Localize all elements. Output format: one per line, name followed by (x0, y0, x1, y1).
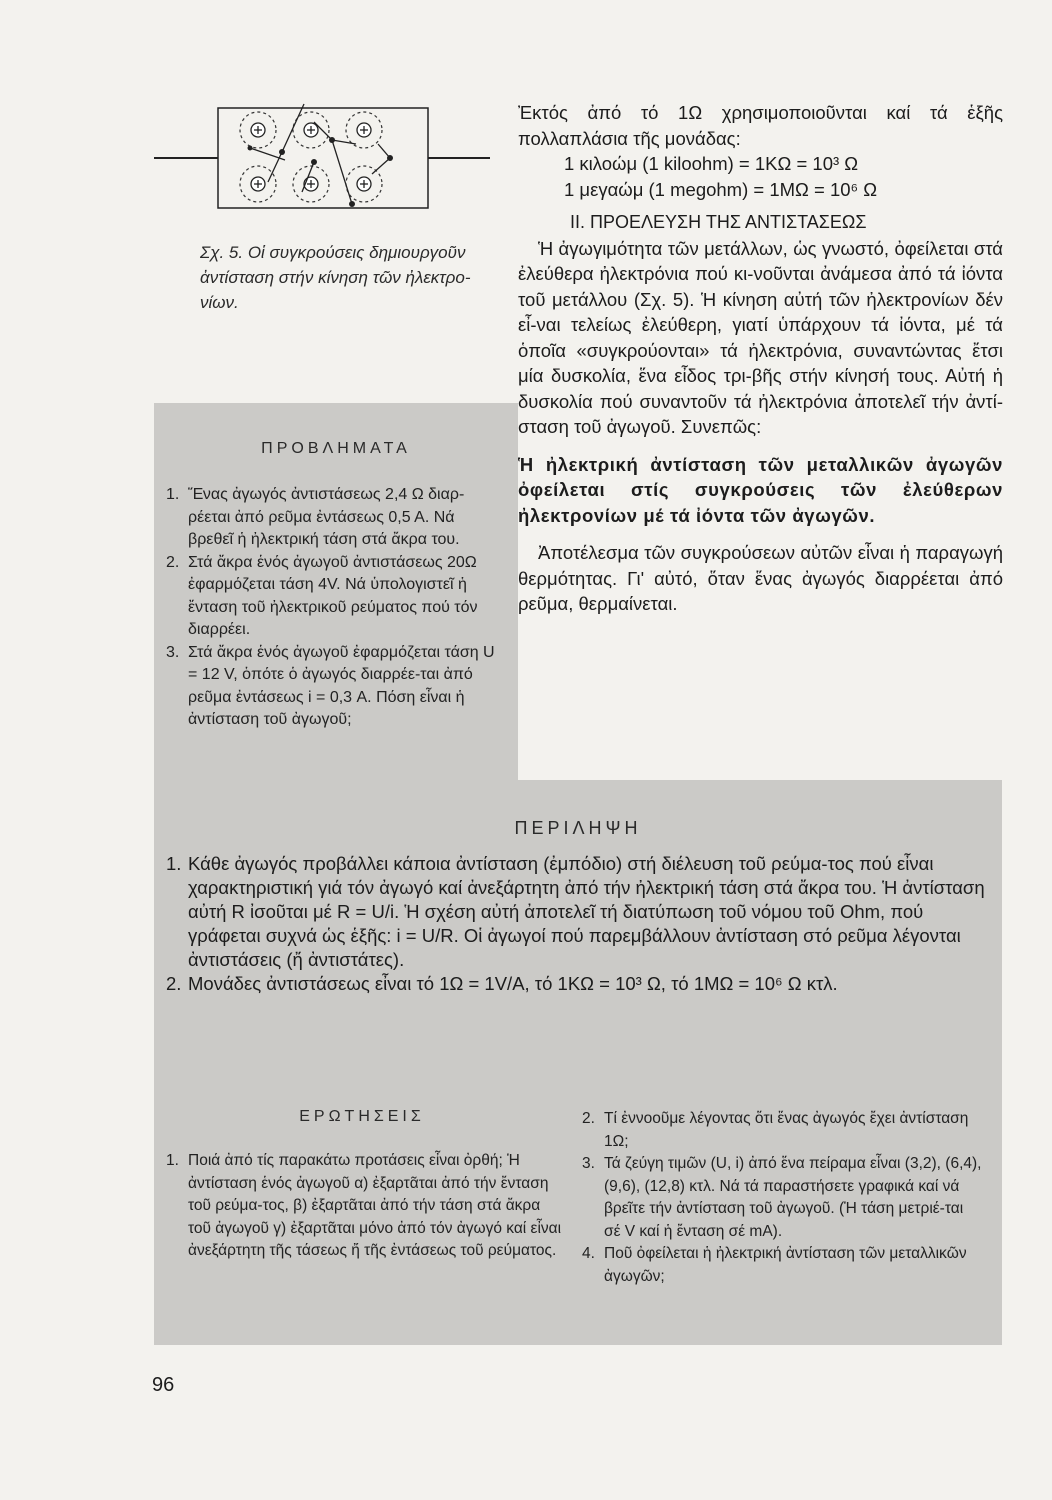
summary-item (166, 972, 986, 996)
problem-number: 3. (166, 643, 180, 661)
questions-left-list (166, 1150, 564, 1263)
question-number: 1. (166, 1152, 179, 1169)
unit-megohm: 1 μεγαώμ (1 megohm) = 1ΜΩ = 10⁶ Ω (564, 178, 878, 200)
question-item (582, 1243, 982, 1288)
question-item (582, 1108, 982, 1153)
problem-number: 1. (166, 486, 180, 503)
question-text: Ποῦ ὀφείλεται ἡ ἠλεκτρική ἀντίσταση τῶν μεταλλικῶν ἀγωγῶν; (604, 1245, 967, 1285)
problem-number: 2. (166, 553, 180, 571)
page-number: 96 (152, 1374, 175, 1396)
question-text: Τά ζεύγη τιμῶν (U, i) ἀπό ἕνα πείραμα εἶναι (3,2), (6,4), (9,6), (12,8) κτλ. Νά τά παραστήσετε γραφικά καί νά βρεῖτε τήν ἀντίσταση τοῦ ἀγωγοῦ. (Ἡ τάση μετριέ-ται σέ V καί ἡ ἔνταση σέ mA). (604, 1155, 982, 1240)
units-intro: Ἐκτός ἀπό τό 1Ω χρησιμοποιοῦνται καί τά ἑξῆς πολλαπλάσια τῆς μονάδας: (518, 102, 1003, 149)
problem-item (166, 552, 496, 642)
summary-number: 2. (166, 973, 182, 994)
key-statement: Ἡ ἠλεκτρική ἀντίσταση τῶν μεταλλικῶν ἀγωγῶν ὀφείλεται στίς συγκρούσεις τῶν ἐλεύθερων ἠλεκτρονίων μέ τά ἰόντα τῶν ἀγωγῶν. (518, 453, 1003, 526)
problem-item (166, 642, 496, 732)
problems-list (166, 484, 496, 732)
problem-text: Ἕνας ἀγωγός ἀντιστάσεως 2,4 Ω διαρ-ρέεται ἀπό ρεῦμα ἐντάσεως 0,5 Α. Νά βρεθεῖ ἡ ἠλεκτρική τάση στά ἄκρα του. (188, 486, 465, 548)
question-item (166, 1150, 564, 1263)
summary-text: Κάθε ἀγωγός προβάλλει κάποια ἀντίσταση (ἐμπόδιο) στή διέλευση τοῦ ρεύμα-τος πού εἶναι χαρακτηριστική γιά τόν ἀγωγό καί ἀνεξάρτητη ἀπό τήν ἠλεκτρική τάση στά ἄκρα του. Ἡ ἀντίσταση αὐτή R ἰσοῦται μέ R = U/i. Ἡ σχέση αὐτή ἀποτελεῖ τή διατύπωση τοῦ νόμου τοῦ Ohm, πού γράφεται συχνά ὡς ἑξῆς: i = U/R. Οἱ ἀγωγοί πού παρεμβάλλουν ἀντίσταση στό ρεῦμα λέγονται ἀντιστάσεις (ἤ ἀντιστάτες). (188, 853, 985, 970)
question-number: 3. (582, 1155, 595, 1172)
problems-title: ΠΡΟΒΛΗΜΑΤΑ (261, 440, 411, 457)
question-number: 4. (582, 1245, 595, 1262)
problem-item (166, 484, 496, 552)
figure-conductor-diagram (154, 100, 490, 218)
question-number: 2. (582, 1110, 595, 1127)
question-text: Τί ἐννοοῦμε λέγοντας ὅτι ἕνας ἀγωγός ἔχει ἀντίσταση 1Ω; (604, 1110, 969, 1150)
question-item (582, 1153, 982, 1243)
summary-number: 1. (166, 853, 182, 874)
resistance-origin-paragraph: Ἡ ἀγωγιμότητα τῶν μετάλλων, ὡς γνωστό, ὀφείλεται στά ἐλεύθερα ἠλεκτρόνια πού κι-νοῦνται ἀνάμεσα ἀπό τά ἰόντα τοῦ μετάλλου (Σχ. 5). Ἡ κίνηση αὐτή τῶν ἠλεκτρονίων δέν εἶ-ναι τελείως ἐλεύθερη, γιατί ὑπάρχουν τά ἰόντα, μέ τά ὁποῖα «συγκρούονται» τά ἠλεκτρόνια, συναντώντας ἔτσι μία δυσκολία, ἕνα εἶδος τρι-βῆς στήν κίνησή τους. Αὐτή ἡ δυσκολία πού συναντοῦν τά ἠλεκτρόνια ἀποτελεῖ τήν ἀντί-σταση τοῦ ἀγωγοῦ. Συνεπῶς: (518, 237, 1003, 437)
unit-kiloohm: 1 κιλοώμ (1 kiloohm) = 1ΚΩ = 10³ Ω (564, 153, 859, 174)
section-title: II. ΠΡΟΕΛΕΥΣΗ ΤΗΣ ΑΝΤΙΣΤΑΣΕΩΣ (570, 212, 867, 232)
summary-title: ΠΕΡΙΛΗΨΗ (514, 818, 642, 838)
problem-text: Στά ἄκρα ἑνός ἀγωγοῦ ἀντιστάσεως 20Ω ἐφαρμόζεται τάση 4V. Νά ὑπολογιστεῖ ἡ ἔνταση τοῦ ἠλεκτρικοῦ ρεύματος πού τόν διαρρέει. (188, 553, 478, 638)
summary-text: Μονάδες ἀντιστάσεως εἶναι τό 1Ω = 1V/A, τό 1ΚΩ = 10³ Ω, τό 1ΜΩ = 10⁶ Ω κτλ. (188, 973, 838, 994)
questions-right-list (582, 1108, 982, 1288)
right-column (518, 100, 1003, 617)
heat-paragraph: Ἀποτέλεσμα τῶν συγκρούσεων αὐτῶν εἶναι ἡ παραγωγή θερμότητας. Γι' αὐτό, ὅταν ἕνας ἀγωγός διαρρέεται ἀπό ρεῦμα, θερμαίνεται. (518, 542, 1003, 614)
ion-lattice-diagram (154, 100, 490, 218)
problem-text: Στά ἄκρα ἑνός ἀγωγοῦ ἐφαρμόζεται τάση U = 12 V, ὁπότε ὁ ἀγωγός διαρρέε-ται ἀπό ρεῦμα ἐντάσεως i = 0,3 Α. Πόση εἶναι ἡ ἀντίσταση τοῦ ἀγωγοῦ; (188, 643, 495, 728)
summary-item (166, 852, 986, 972)
questions-title: ΕΡΩΤΗΣΕΙΣ (299, 1108, 425, 1125)
question-text: Ποιά ἀπό τίς παρακάτω προτάσεις εἶναι ὀρθή; Ἡ ἀντίσταση ἑνός ἀγωγοῦ α) ἐξαρτᾶται ἀπό τήν ἔνταση τοῦ ρεύμα-τος, β) ἐξαρτᾶται ἀπό τήν τάση στά ἄκρα τοῦ ἀγωγοῦ γ) ἐξαρτᾶται μόνο ἀπό τόν ἀγωγό καί εἶναι ἀνεξάρτητη τῆς τάσεως ἤ τῆς ἐντάσεως τοῦ ρεύματος. (188, 1152, 562, 1259)
summary-list (166, 852, 986, 996)
figure-caption: Σχ. 5. Οἱ συγκρούσεις δημιουργοῦν ἀντίσταση στήν κίνηση τῶν ἠλεκτρο-νίων. (200, 243, 471, 312)
